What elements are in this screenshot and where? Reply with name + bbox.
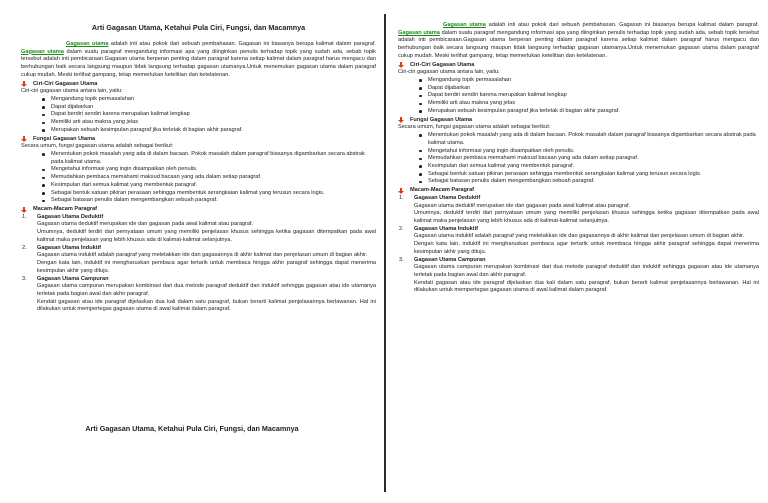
macam-list <box>21 214 376 314</box>
intro-text-1: adalah inti atau pokok dari sebuah pembahasan. Gagasan ini biasanya berupa kalimat dalam paragraf. <box>485 22 759 28</box>
intro-paragraph <box>398 22 759 61</box>
list-item: Sebagai bentuk satuan pikiran perasaan sehingga membentuk serangkaian kalimat yang terusun secara logis. <box>42 190 376 198</box>
list-item: Merupakan sebuah kesimpulan paragraf jika terletak di bagian akhir paragraf. <box>419 108 759 116</box>
keyword-link[interactable]: Gagasan utama <box>443 22 486 28</box>
section-heading-ciri <box>398 62 759 70</box>
section-heading-fungsi <box>21 136 376 144</box>
item-paragraph: Gagasan utama campuran merupakan kombinasi dari dua metode paragraf deduktif dan induktif sehingga gagasan atau ide utamanya terletak pada bagian awal dan akhir paragraf. <box>414 264 759 278</box>
numbered-item <box>398 226 759 257</box>
numbered-item <box>21 214 376 245</box>
item-number: 3. <box>22 275 27 282</box>
intro-text-2: dalam suatu paragraf mengandung informasi apa yang diinginkan penulis terhadap topik yang sudah ada, sebab topik tersebut adalah inti pembicaraan.Gagasan utama berperan penting dalam paragraf karena setiap kalimat dalam paragraf harus mengacu dan berhubungan baik secara langsung maupun tidak langsung terhadap gagasan utamanya.Untuk menemukan gagasan utama dalam paragraf cukup mudah. Meski terlihat gampang, tetap memerlukan ketelitian dan ketelatenan. <box>21 48 376 78</box>
section-heading-ciri <box>21 81 376 89</box>
down-arrow-icon <box>398 62 405 68</box>
item-number: 2. <box>22 244 27 251</box>
list-item: Mengetahui informasi yang ingin disampaikan oleh penulis. <box>42 166 376 174</box>
intro-text-1: adalah inti atau pokok dari sebuah pembahasan. Gagasan ini biasanya berupa kalimat dalam paragraf. <box>108 40 376 47</box>
item-paragraph: Umumnya, deduktif terdiri dari pernyataan umum yang memiliki penjelasan khusus sehingga ketika gagasan ditempatkan pada awal kalimat maka penjelasan yang lebih khusus ada di kalimat-kalimat selanjutnya. <box>414 210 759 224</box>
fungsi-list <box>398 132 759 186</box>
macam-list <box>398 195 759 295</box>
page-divider <box>384 14 386 492</box>
item-title: Gagasan Utama Induktif <box>414 225 479 232</box>
down-arrow-icon <box>398 117 405 123</box>
intro-text-2: dalam suatu paragraf mengandung informasi apa yang diinginkan penulis terhadap topik yang sudah ada, sebab topik tersebut adalah inti pembicaraan.Gagasan utama berperan penting dalam paragraf karena setiap kalimat dalam paragraf harus mengacu dan berhubungan baik secara langsung maupun tidak langsung terhadap gagasan utamanya.Untuk menemukan gagasan utama dalam paragraf cukup mudah. Meski terlihat gampang, tetap memerlukan ketelitian dan ketelatenan. <box>398 29 759 59</box>
section-heading-label: Ciri-Ciri Gagasan Utama <box>410 61 475 68</box>
section-heading-fungsi <box>398 117 759 125</box>
section-heading-label: Fungsi Gagasan Utama <box>33 135 96 142</box>
item-paragraph: Gagasan utama deduktif merupakan ide dan gagasan pada awal kalimat atau paragraf. <box>414 202 631 209</box>
item-number: 1. <box>22 213 27 220</box>
keyword-link[interactable]: Gagasan utama <box>398 29 440 36</box>
item-number: 2. <box>399 225 404 232</box>
list-item: Sebagai batasan penulis dalam mengembangkan sebuah paragraf. <box>42 197 376 205</box>
list-item: Merupakan sebuah kesimpulan paragraf jika terletak di bagian akhir paragraf. <box>42 127 376 135</box>
list-item: Mengandung topik permasalahan <box>419 77 759 85</box>
item-title: Gagasan Utama Campuran <box>414 256 486 263</box>
item-paragraph: Dengan kata lain, induktif ini mengharuskan pembaca agar tertarik untuk membaca hingga akhir paragraf sehingga dapat menerima kesimpulan akhir yang dituju. <box>414 241 759 255</box>
ciri-list <box>21 96 376 135</box>
ciri-lead: Ciri-ciri gagasan utama antara lain, yaitu: <box>21 88 123 95</box>
item-title: Gagasan Utama Campuran <box>37 275 109 282</box>
list-item: Memudahkan pembaca memahami maksud bacaan yang ada dalam setiap paragraf. <box>42 174 376 182</box>
item-paragraph: Gagasan utama induktif adalah paragraf yang meletakkan ide dan gagasannya di akhir kalimat dan penjelasan umum di bagian akhir. <box>414 233 745 240</box>
list-item: Menentukan pokok masalah yang ada di dalam bacaan. Pokok masalah dalam paragraf biasanya digambarkan secara abstrak pada kalimat utama. <box>42 151 376 166</box>
fungsi-lead: Secara umum, fungsi gagasan utama adalah sebagai berikut: <box>398 124 551 131</box>
intro-paragraph <box>21 41 376 80</box>
item-paragraph: Gagasan utama induktif adalah paragraf yang meletakkan ide dan gagasannya di akhir kalimat dan penjelasan umum di bagian akhir. <box>37 252 368 259</box>
list-item: Mengandung topik permasalahan <box>42 96 376 104</box>
list-item: Menentukan pokok masalah yang ada di dalam bacaan. Pokok masalah dalam paragraf biasanya digambarkan secara abstrak pada kalimat utama. <box>419 132 759 147</box>
keyword-link[interactable]: Gagasan utama <box>21 48 64 55</box>
document-title: Arti Gagasan Utama, Ketahui Pula Ciri, Fungsi, dan Macamnya <box>91 23 306 32</box>
item-paragraph: Gagasan utama deduktif merupakan ide dan gagasan pada awal kalimat atau paragraf. <box>37 221 254 228</box>
numbered-item <box>398 195 759 226</box>
item-paragraph: Kendati gagasan atau ide paragraf dijelaskan dua kali dalam satu paragraf, bukan berarti kalimat penjelasannya berlawanan. Hal ini dilakukan untuk mempertegas gagasan utama di awal kalimat dalam paragraf. <box>37 298 376 313</box>
fungsi-lead: Secara umum, fungsi gagasan utama adalah sebagai berikut: <box>21 143 174 150</box>
down-arrow-icon <box>21 136 28 142</box>
item-number: 1. <box>399 194 404 201</box>
list-item: Kesimpulan dari semua kalimat yang membentuk paragraf. <box>42 182 376 190</box>
section-heading-label: Macam-Macam Paragraf <box>33 206 98 213</box>
item-paragraph: Dengan kata lain, induktif ini mengharuskan pembaca agar tertarik untuk membaca hingga akhir paragraf sehingga dapat menerima kesimpulan akhir yang dituju. <box>37 260 376 274</box>
down-arrow-icon <box>21 81 28 87</box>
numbered-item <box>21 276 376 315</box>
item-title: Gagasan Utama Induktif <box>37 244 102 251</box>
ciri-list <box>398 77 759 116</box>
numbered-item <box>21 245 376 276</box>
fungsi-list <box>21 151 376 205</box>
list-item: Memiliki arti atau makna yang jelas <box>42 119 376 127</box>
list-item: Memiliki arti atau makna yang jelas <box>419 100 759 108</box>
item-number: 3. <box>399 256 404 263</box>
list-item: Memudahkan pembaca memahami maksud bacaan yang ada dalam setiap paragraf. <box>419 155 759 163</box>
item-title: Gagasan Utama Deduktif <box>37 213 104 220</box>
item-paragraph: Gagasan utama campuran merupakan kombinasi dari dua metode paragraf deduktif dan induktif sehingga gagasan atau ide utamanya terletak pada bagian awal dan akhir paragraf. <box>37 283 376 297</box>
ciri-lead: Ciri-ciri gagasan utama antara lain, yaitu: <box>398 69 500 76</box>
item-title: Gagasan Utama Deduktif <box>414 194 481 201</box>
list-item: Sebagai bentuk satuan pikiran perasaan sehingga membentuk serangkaian kalimat yang terusun secara logis. <box>419 171 759 179</box>
list-item: Dapat berdiri sendiri karena merupakan kalimat lengkap <box>42 111 376 119</box>
list-item: Kesimpulan dari semua kalimat yang membentuk paragraf. <box>419 163 759 171</box>
list-item: Mengetahui informasi yang ingin disampaikan oleh penulis. <box>419 148 759 156</box>
numbered-item <box>398 257 759 296</box>
section-heading-macam <box>398 187 759 195</box>
keyword-link[interactable]: Gagasan utama <box>66 40 109 47</box>
list-item: Dapat dijabarkan <box>419 85 759 93</box>
next-page-title: Arti Gagasan Utama, Ketahui Pula Ciri, Fungsi, dan Macamnya <box>85 424 299 433</box>
down-arrow-icon <box>21 207 28 213</box>
list-item: Dapat berdiri sendiri karena merupakan kalimat lengkap <box>419 92 759 100</box>
down-arrow-icon <box>398 188 405 194</box>
section-heading-label: Ciri-Ciri Gagasan Utama <box>33 80 98 87</box>
list-item: Dapat dijabarkan <box>42 104 376 112</box>
section-heading-macam <box>21 206 376 214</box>
item-paragraph: Kendati gagasan atau ide paragraf dijelaskan dua kali dalam satu paragraf, bukan berarti kalimat penjelasannya berlawanan. Hal ini dilakukan untuk mempertegas gagasan utama di awal kalimat dalam paragraf. <box>414 279 759 294</box>
section-heading-label: Macam-Macam Paragraf <box>410 187 475 194</box>
item-paragraph: Umumnya, deduktif terdiri dari pernyataan umum yang memiliki penjelasan khusus sehingga ketika gagasan ditempatkan pada awal kalimat maka penjelasan yang lebih khusus ada di kalimat-kalimat selanjutnya. <box>37 229 376 243</box>
list-item: Sebagai batasan penulis dalam mengembangkan sebuah paragraf. <box>419 178 759 186</box>
section-heading-label: Fungsi Gagasan Utama <box>410 116 473 123</box>
document-page-right <box>387 0 768 503</box>
